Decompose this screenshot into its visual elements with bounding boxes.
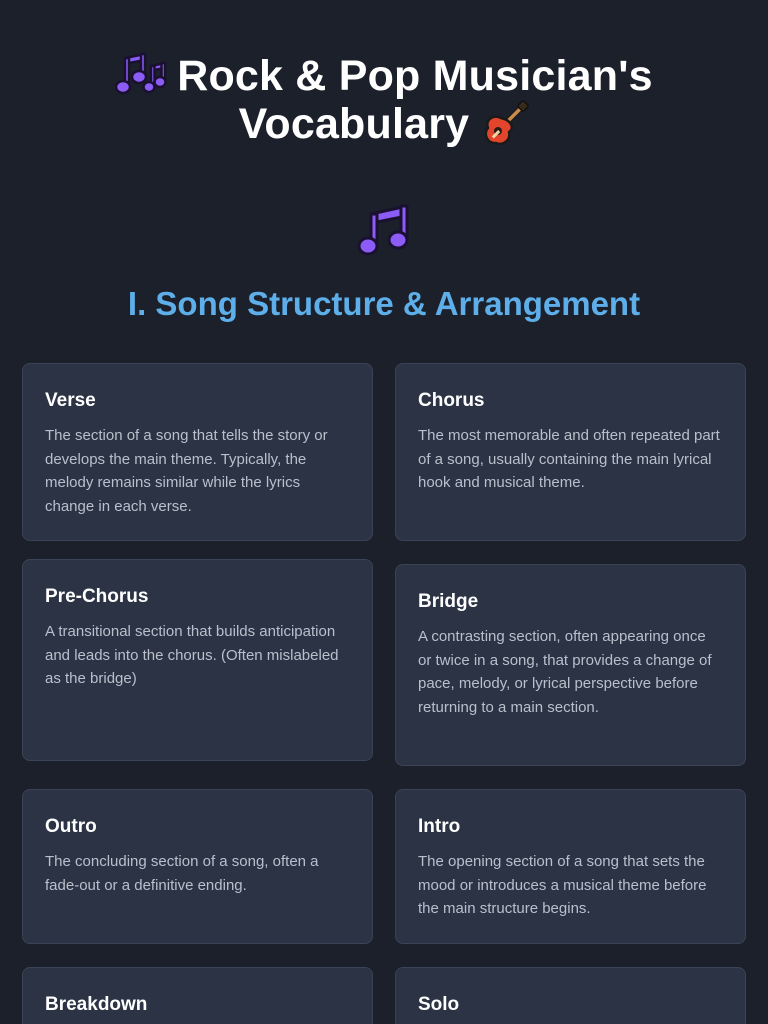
term-card-outro — [22, 789, 373, 944]
term-title: Breakdown — [45, 994, 148, 1015]
term-definition: The opening section of a song that sets the mood or introduces a musical theme before the main structure begins. — [418, 853, 707, 917]
musical-note-icon — [357, 202, 413, 258]
page-title — [0, 52, 768, 148]
term-definition: The section of a song that tells the story or develops the main theme. Typically, the melody remains similar while the lyrics change in each verse. — [45, 427, 328, 515]
title-line-2 — [0, 100, 768, 148]
title-line-1 — [0, 52, 768, 100]
term-definition: A transitional section that builds anticipation and leads into the chorus. (Often mislabeled as the bridge) — [45, 623, 339, 687]
term-card-breakdown — [22, 967, 373, 1024]
term-title: Solo — [418, 994, 460, 1015]
term-card-solo — [395, 967, 746, 1024]
term-definition: The concluding section of a song, often a fade-out or a definitive ending. — [45, 853, 319, 894]
term-card-chorus — [395, 363, 746, 541]
term-title: Intro — [418, 816, 461, 837]
term-definition: The most memorable and often repeated part of a song, usually containing the main lyrical hook and musical theme. — [418, 427, 720, 491]
term-title: Verse — [45, 390, 96, 411]
guitar-icon — [481, 100, 529, 148]
term-title: Pre-Chorus — [45, 586, 149, 607]
term-card-pre-chorus — [22, 559, 373, 761]
term-definition: A contrasting section, often appearing once or twice in a song, that provides a change of pace, melody, or lyrical perspective before returning to a main section. — [418, 628, 712, 716]
term-card-bridge — [395, 564, 746, 766]
title-text-line-1: Rock & Pop Musician's — [177, 52, 653, 100]
term-title: Bridge — [418, 591, 479, 612]
term-title: Chorus — [418, 390, 485, 411]
term-card-intro — [395, 789, 746, 944]
musical-notes-icon — [115, 52, 167, 96]
section-heading: I. Song Structure & Arrangement — [127, 285, 641, 322]
term-title: Outro — [45, 816, 97, 837]
term-card-verse — [22, 363, 373, 541]
title-text-line-2: Vocabulary — [238, 100, 470, 148]
